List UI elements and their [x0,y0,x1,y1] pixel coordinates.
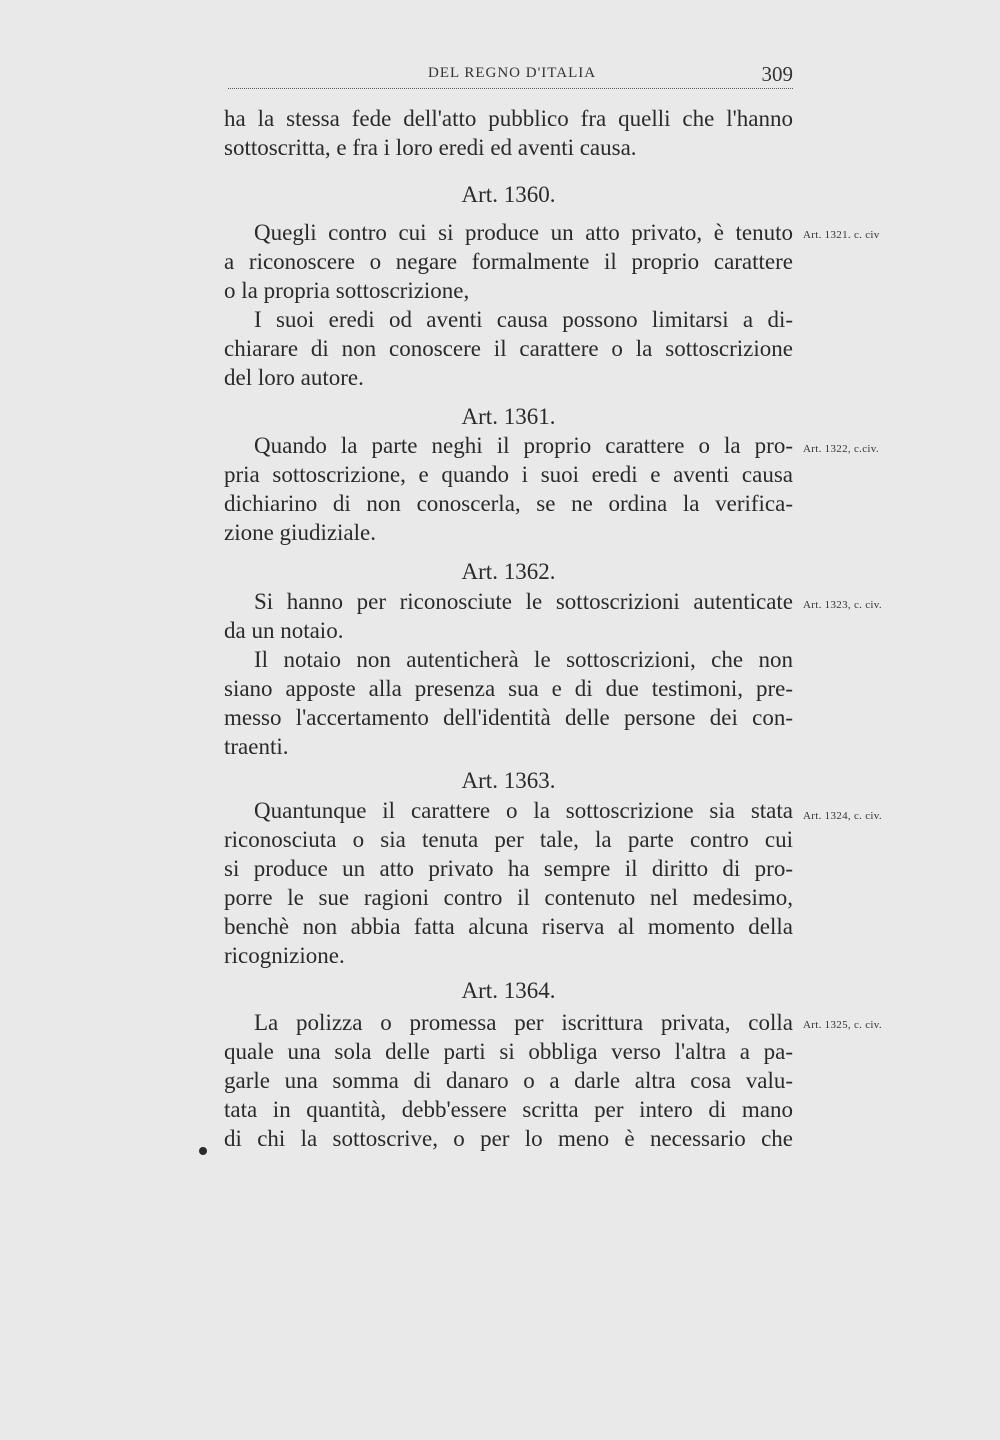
margin-note: Art. 1325, c. civ. [803,1019,882,1031]
text-line: chiarare di non conoscere il carattere o la sottoscrizione [224,336,793,361]
ink-dot-mark [199,1147,207,1155]
margin-note: Art. 1321. c. civ [803,229,880,241]
text-line: del loro autore. [224,365,364,390]
text-line: porre le sue ragioni contro il contenuto nel medesimo, [224,885,793,910]
text-line: dichiarino di non conoscerla, se ne ordina la verifica- [224,491,793,516]
text-line: traenti. [224,734,289,759]
text-line: pria sottoscrizione, e quando i suoi eredi e aventi causa [224,462,793,487]
text-line: zione giudiziale. [224,520,376,545]
text-line: ricognizione. [224,943,345,968]
article-heading: Art. 1364. [461,978,556,1003]
text-line: I suoi eredi od aventi causa possono limitarsi a di- [254,307,793,332]
text-line: sottoscritta, e fra i loro eredi ed aventi causa. [224,135,637,160]
text-line: Quegli contro cui si produce un atto privato, è tenuto [254,220,793,245]
article-heading: Art. 1363. [461,768,556,793]
text-line: messo l'accertamento dell'identità delle persone dei con- [224,705,793,730]
margin-note: Art. 1323, c. civ. [803,599,882,611]
text-line: di chi la sottoscrive, o per lo meno è necessario che [224,1126,793,1151]
article-heading: Art. 1362. [461,559,556,584]
text-line: tata in quantità, debb'essere scritta per intero di mano [224,1097,793,1122]
text-line: La polizza o promessa per iscrittura privata, colla [254,1010,793,1035]
text-line: riconosciuta o sia tenuta per tale, la parte contro cui [224,827,793,852]
text-line: garle una somma di danaro o a darle altra cosa valu- [224,1068,793,1093]
text-line: benchè non abbia fatta alcuna riserva al momento della [224,914,793,939]
text-line: Si hanno per riconosciute le sottoscrizioni autenticate [254,589,793,614]
text-line: si produce un atto privato ha sempre il diritto di pro- [224,856,793,881]
article-heading: Art. 1360. [461,182,556,207]
text-line: Il notaio non autenticherà le sottoscrizioni, che non [254,647,793,672]
margin-note: Art. 1324, c. civ. [803,810,882,822]
margin-note: Art. 1322, c.civ. [803,443,879,455]
text-line: Quantunque il carattere o la sottoscrizione sia stata [254,798,793,823]
text-line: a riconoscere o negare formalmente il proprio carattere [224,249,793,274]
article-heading: Art. 1361. [461,404,556,429]
text-line: quale una sola delle parti si obbliga verso l'altra a pa- [224,1039,793,1064]
text-line: ha la stessa fede dell'atto pubblico fra quelli che l'hanno [224,106,793,131]
page-header [228,62,793,89]
page-number: 309 [761,62,793,86]
text-line: siano apposte alla presenza sua e di due testimoni, pre- [224,676,793,701]
text-line: Quando la parte neghi il proprio carattere o la pro- [254,433,793,458]
text-line: o la propria sottoscrizione, [224,278,470,303]
text-line: da un notaio. [224,618,344,643]
running-head: DEL REGNO D'ITALIA [428,65,597,81]
